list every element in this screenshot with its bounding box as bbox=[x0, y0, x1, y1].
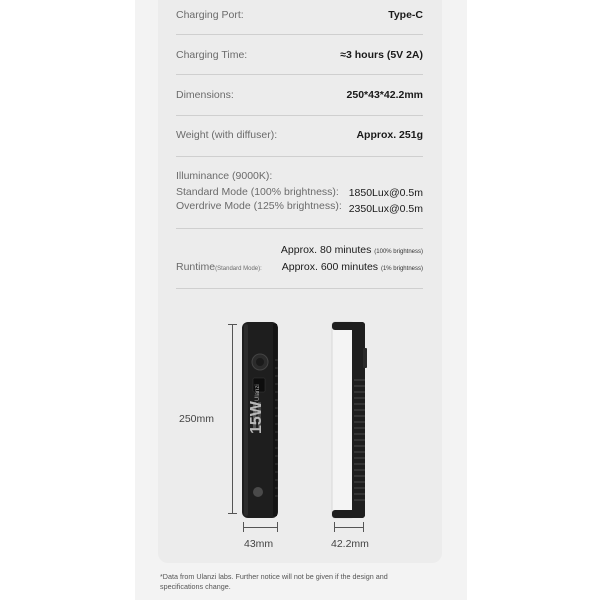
overdrive-mode-label: Overdrive Mode (125% brightness): bbox=[176, 200, 342, 212]
spec-value: 250*43*42.2mm bbox=[346, 89, 423, 101]
runtime-value-2-note: (1% brightness) bbox=[380, 266, 423, 272]
spec-row-runtime bbox=[176, 229, 423, 289]
height-dimension-tick-bottom bbox=[228, 513, 237, 514]
side-width-tick-right bbox=[363, 522, 364, 532]
spec-row-illuminance bbox=[176, 157, 423, 229]
runtime-value-1 bbox=[281, 244, 423, 256]
light-stick-side-view bbox=[330, 320, 370, 520]
spec-row-dimensions bbox=[176, 75, 423, 116]
height-dimension-line bbox=[232, 324, 233, 514]
front-width-tick-right bbox=[277, 522, 278, 532]
runtime-value-1-note: (100% brightness) bbox=[374, 249, 423, 255]
spec-label: Charging Time: bbox=[176, 49, 248, 61]
overdrive-mode-value: 2350Lux@0.5m bbox=[348, 203, 423, 215]
spec-row-charging-time bbox=[176, 35, 423, 75]
height-dimension-tick-top bbox=[228, 324, 237, 325]
spec-row-charging-port bbox=[176, 0, 423, 35]
front-width-tick-left bbox=[243, 522, 244, 532]
front-width-dimension-line bbox=[243, 527, 278, 528]
runtime-label-note: (Standard Mode): bbox=[215, 266, 262, 272]
spec-label: Weight (with diffuser): bbox=[176, 129, 278, 141]
footnote: *Data from Ulanzi labs. Further notice will not be given if the design and specifications change. bbox=[160, 572, 388, 591]
runtime-label: Runtime bbox=[176, 261, 216, 273]
spec-value: ≈3 hours (5V 2A) bbox=[340, 49, 423, 61]
runtime-value-1-text: Approx. 80 minutes bbox=[280, 244, 372, 256]
spec-label: Illuminance (9000K): bbox=[176, 170, 273, 182]
front-width-label: 43mm bbox=[244, 538, 274, 550]
spec-value: Type-C bbox=[388, 9, 423, 21]
runtime-value-2-text: Approx. 600 minutes bbox=[281, 261, 379, 273]
side-width-dimension-line bbox=[334, 527, 364, 528]
spec-value: Approx. 251g bbox=[356, 129, 423, 141]
runtime-value-2 bbox=[282, 261, 423, 273]
standard-mode-value: 1850Lux@0.5m bbox=[348, 187, 423, 199]
standard-mode-label: Standard Mode (100% brightness): bbox=[176, 186, 339, 198]
spec-row-weight bbox=[176, 116, 423, 157]
side-width-tick-left bbox=[334, 522, 335, 532]
height-label: 250mm bbox=[179, 413, 215, 425]
device-brand-label: Ulanzi bbox=[255, 384, 261, 401]
spec-label bbox=[176, 261, 262, 273]
spec-label: Charging Port: bbox=[176, 9, 244, 21]
device-power-label: 15W bbox=[248, 401, 265, 434]
spec-label: Dimensions: bbox=[176, 89, 234, 101]
side-width-label: 42.2mm bbox=[331, 538, 369, 550]
